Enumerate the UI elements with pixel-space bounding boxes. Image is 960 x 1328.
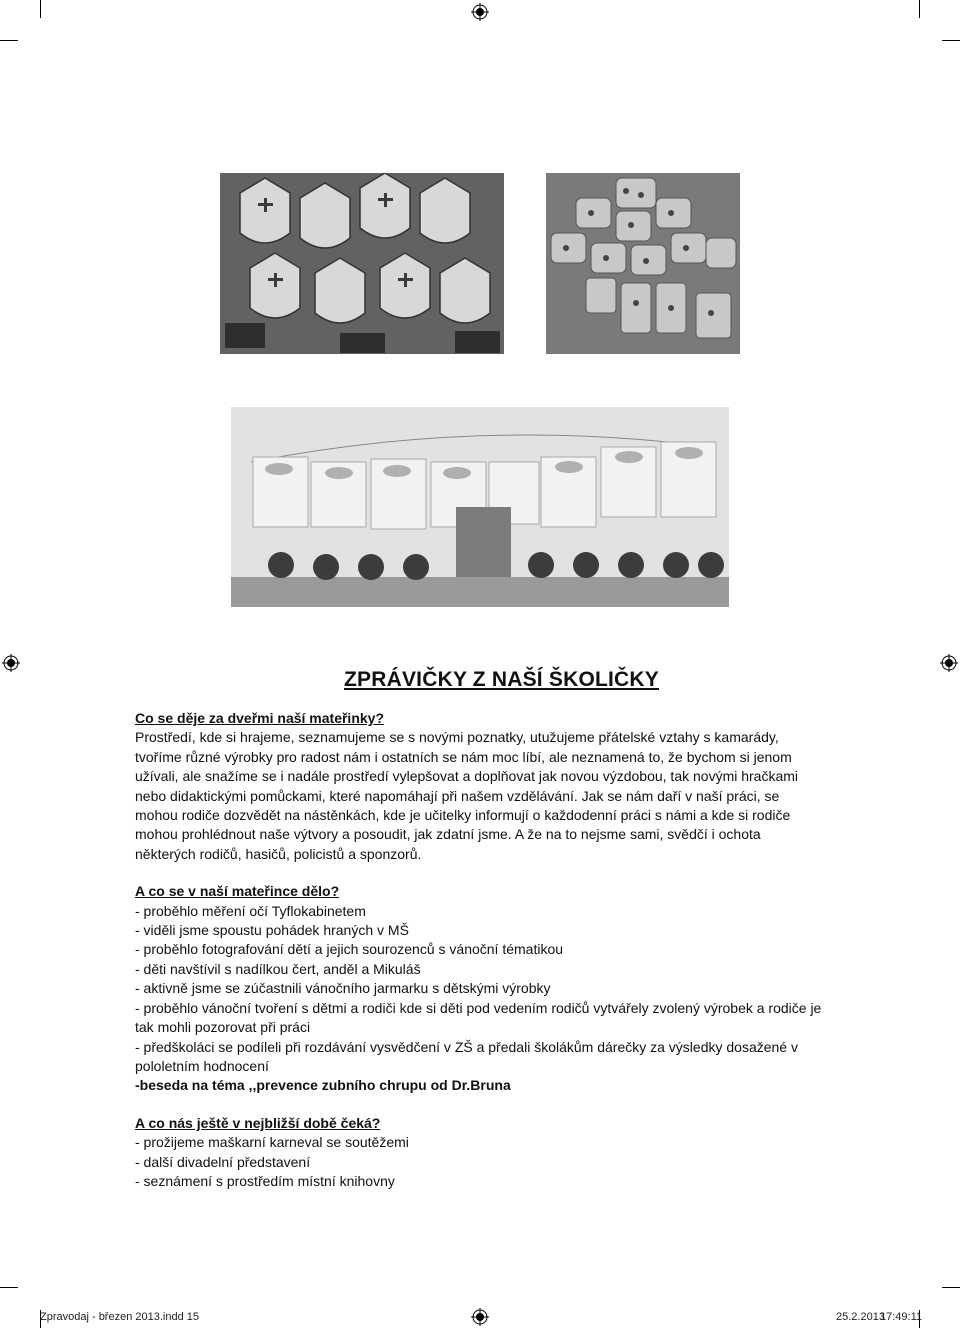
- past-events-list: [135, 902, 825, 1096]
- page-title: ZPRÁVIČKY Z NAŠÍ ŠKOLIČKY: [344, 668, 659, 691]
- list-item: - předškoláci se podíleli při rozdávání vysvědčení v ZŠ a předali školákům dárečky za výsledky dosažené v pololetním hodnocení: [135, 1038, 798, 1074]
- crop-mark-top-left-v: [40, 0, 41, 18]
- section-heading-past: A co se v naší mateřince dělo?: [135, 883, 340, 900]
- registration-mark-icon: [2, 654, 20, 672]
- slug-time: 17:49:11: [880, 1311, 923, 1323]
- slug-date: 25.2.2013: [836, 1311, 885, 1323]
- list-item: - proběhlo měření očí Tyflokabinetem: [135, 902, 366, 919]
- print-slug: [0, 1300, 960, 1328]
- photo-masks-board: [220, 173, 504, 354]
- article-body: [135, 709, 825, 1191]
- crop-mark-bottom-left: [0, 1270, 18, 1288]
- crop-mark-top-right: [942, 40, 960, 58]
- section-heading-upcoming: A co nás ještě v nejbližší době čeká?: [135, 1114, 381, 1131]
- list-item: - aktivně jsme se zúčastnili vánočního jarmarku s dětskými výrobky: [135, 980, 551, 997]
- upcoming-events-list: [135, 1133, 825, 1191]
- list-item: - seznámení s prostředím místní knihovny: [135, 1172, 395, 1189]
- registration-mark-icon: [940, 654, 958, 672]
- intro-paragraph: Prostředí, kde si hrajeme, seznamujeme se s novými poznatky, utužujeme přátelské vztahy s kamarády, tvoříme různé výrobky pro radost nám i ostatních se nám moc líbí, ale neznamená to, že bychom si jenom užívali, ale snažíme se i nadále prostředí vylepšovat a doplňovat jak novou výzdobou, tak novými hračkami nebo didaktickými pomůckami, které napomáhají při našem vzdělávání. Jak se nám daří v naší práci, se mohou rodiče dozvědět na nástěnkách, kde je učitelky informují o každodenní práci s námi a kde si rodiče mohou prohlédnout naše výtvory a posoudit, jak zdatní jsme. A že na to nejsme sami, svědčí i ochota některých rodičů, hasičů, policistů a sponzorů.: [135, 729, 799, 862]
- list-item: - proběhlo fotografování dětí a jejich sourozenců s vánoční tématikou: [135, 941, 564, 958]
- list-item: - viděli jsme spoustu pohádek hraných v MŠ: [135, 922, 409, 939]
- list-item: - proběhlo vánoční tvoření s dětmi a rodiči kde si děti pod vedením rodičů vytvářely zvolený výrobek a rodiče je tak mohli pozorovat při práci: [135, 999, 822, 1036]
- crop-mark-top-left: [0, 40, 18, 58]
- list-item-bold: -beseda na téma ,,prevence zubního chrupu od Dr.Bruna: [135, 1077, 511, 1094]
- slug-filename: Zpravodaj - březen 2013.indd 15: [40, 1311, 199, 1323]
- crop-mark-top-right-v: [919, 0, 920, 18]
- registration-mark-icon: [471, 3, 489, 21]
- photo-rain-drawings: [231, 407, 729, 607]
- section-heading-inside: Co se děje za dveřmi naší mateřinky?: [135, 710, 384, 726]
- crop-mark-bottom-right: [942, 1270, 960, 1288]
- list-item: - prožijeme maškarní karneval se soutěžemi: [135, 1134, 409, 1151]
- list-item: - děti navštívil s nadílkou čert, anděl a Mikuláš: [135, 960, 421, 977]
- list-item: - další divadelní představení: [135, 1153, 311, 1170]
- photo-house-crafts: [546, 173, 740, 354]
